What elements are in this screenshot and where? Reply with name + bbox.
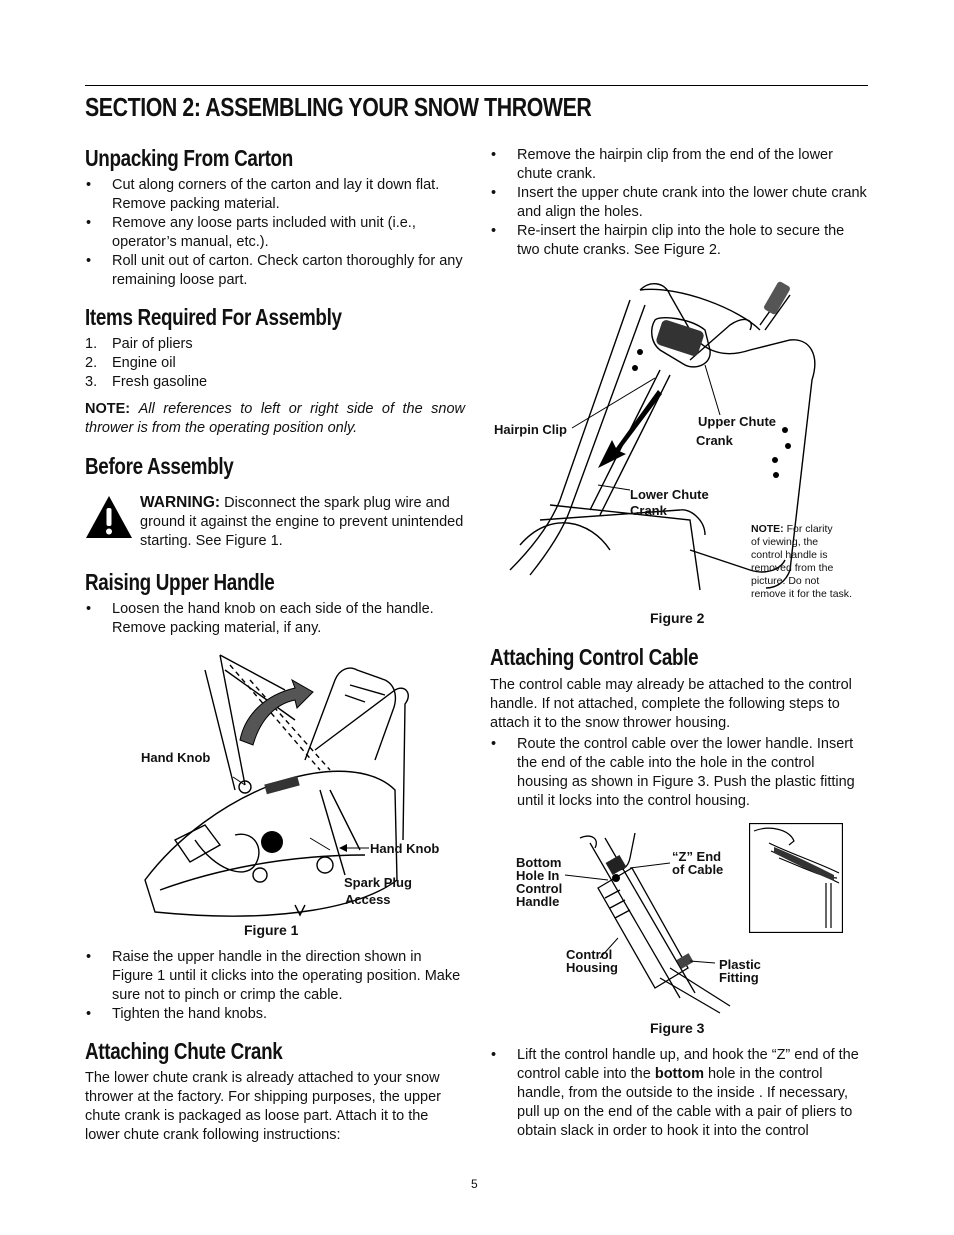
fig1-label-spark-plug: Spark Plug xyxy=(344,875,412,890)
raising-list-after xyxy=(85,948,465,1024)
raising-list-before xyxy=(85,600,465,638)
warning-label: WARNING: xyxy=(140,494,221,511)
fig2-label-upper-2: Crank xyxy=(696,433,733,448)
list-item: • Tighten the hand knobs. xyxy=(85,1005,465,1024)
heading-raising-handle: Raising Upper Handle xyxy=(85,569,275,595)
fig2-label-upper-1: Upper Chute xyxy=(698,414,776,429)
list-item: • Insert the upper chute crank into the lower chute crank and align the holes. xyxy=(490,184,868,222)
figure-3-caption: Figure 3 xyxy=(650,1020,705,1036)
note-label: NOTE: xyxy=(85,401,131,417)
chute-list xyxy=(490,146,868,260)
fig3-label-plastic-fitting: Plastic Fitting xyxy=(719,957,761,985)
list-item: • Remove the hairpin clip from the end of the lower chute crank. xyxy=(490,146,868,184)
top-rule xyxy=(85,85,868,86)
list-item: • Loosen the hand knob on each side of the handle. Remove packing material, if any. xyxy=(85,600,465,638)
control-last-list xyxy=(490,1046,868,1141)
list-item: • Roll unit out of carton. Check carton thoroughly for any remaining loose part. xyxy=(85,252,465,290)
fig2-label-lower-1: Lower Chute xyxy=(630,487,709,502)
list-item: • Remove any loose parts included with unit (i.e., operator’s manual, etc.). xyxy=(85,214,465,252)
heading-chute-crank: Attaching Chute Crank xyxy=(85,1038,283,1064)
fig1-label-hand-knob-left: Hand Knob xyxy=(141,750,211,765)
fig3-label-bottom-hole: Bottom Hole In Control Handle xyxy=(516,855,563,909)
warning-icon xyxy=(84,494,134,540)
fig2-label-hairpin: Hairpin Clip xyxy=(494,422,567,437)
items-list xyxy=(85,335,465,392)
note-text: All references to left or right side of the snow thrower is from the operating position only. xyxy=(85,401,465,436)
fig1-label-hand-knob-right: Hand Knob xyxy=(370,841,440,856)
unpacking-list xyxy=(85,176,465,290)
list-item: 3. Fresh gasoline xyxy=(85,374,208,390)
note-paragraph xyxy=(85,400,465,438)
heading-items-required: Items Required For Assembly xyxy=(85,304,342,330)
heading-before-assembly: Before Assembly xyxy=(85,453,234,479)
list-item: • Cut along corners of the carton and lay it down flat. Remove packing material. xyxy=(85,176,465,214)
section-title: SECTION 2: ASSEMBLING YOUR SNOW THROWER xyxy=(85,92,592,122)
control-intro: The control cable may already be attached to the control handle. If not attached, complete the following steps to attach it to the snow thrower housing. xyxy=(490,677,852,731)
list-item: 2. Engine oil xyxy=(85,355,176,371)
figure-3-inset-pliers xyxy=(749,823,843,933)
list-item: • Raise the upper handle in the direction shown in Figure 1 until it clicks into the operating position. Make sure not to pinch or crimp the cable. xyxy=(85,948,465,1005)
heading-unpacking: Unpacking From Carton xyxy=(85,145,293,171)
list-item: • Route the control cable over the lower handle. Insert the end of the cable into the hole in the control housing as shown in Figure 3. Push the plastic fitting until it locks into the control housing. xyxy=(490,735,868,811)
control-list xyxy=(490,735,868,811)
list-item: • Re-insert the hairpin clip into the hole to secure the two chute cranks. See Figure 2. xyxy=(490,222,868,260)
figure-2-caption: Figure 2 xyxy=(650,610,705,626)
fig3-label-control-housing: Control Housing xyxy=(566,947,618,975)
figure-1-caption: Figure 1 xyxy=(244,922,299,938)
fig2-note: NOTE: For clarity of viewing, the control handle is removed from the picture. Do not remove it for the task. xyxy=(751,523,852,600)
fig3-label-z-end: “Z” End of Cable xyxy=(672,849,724,877)
heading-control-cable: Attaching Control Cable xyxy=(490,644,699,670)
warning-text: Disconnect the spark plug wire and ground it against the engine to prevent unintended starting. See Figure 1. xyxy=(140,495,464,549)
fig2-label-lower-2: Crank xyxy=(630,503,667,518)
page-number: 5 xyxy=(471,1177,478,1191)
warning-paragraph xyxy=(140,493,465,551)
chute-intro: The lower chute crank is already attached to your snow thrower at the factory. For shipping purposes, the upper chute crank is packaged as loose part. Attach it to the lower chute crank following instructions: xyxy=(85,1070,441,1143)
fig1-label-access: Access xyxy=(345,892,391,907)
list-item: • Lift the control handle up, and hook the “Z” end of the control cable into the bottom hole in the control handle, from the outside to the inside . If necessary, pull up on the end of the cable with a pair of pliers to obtain slack in order to hook it into the control xyxy=(490,1046,868,1141)
list-item: 1. Pair of pliers xyxy=(85,336,193,352)
